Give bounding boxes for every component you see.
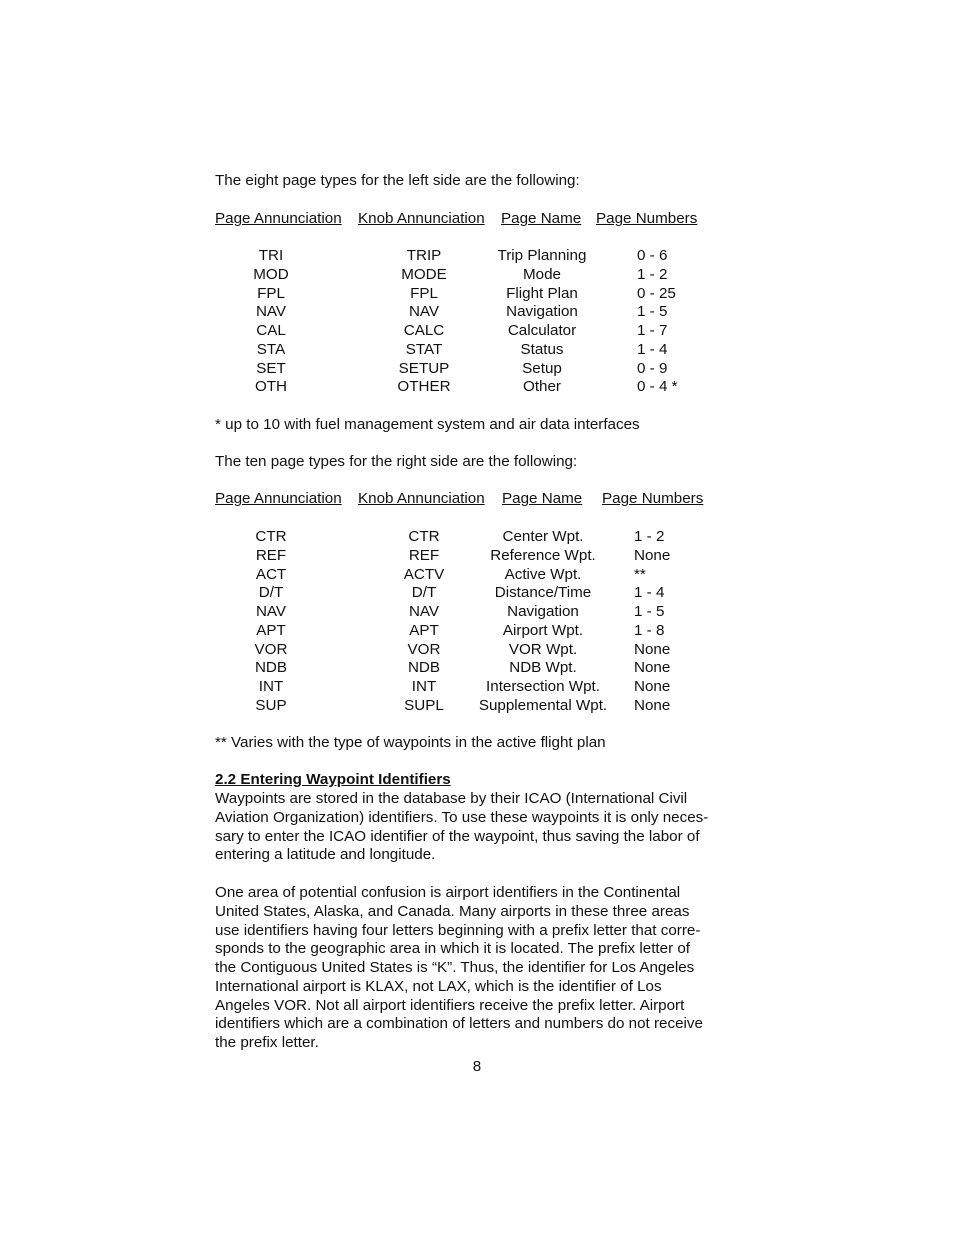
paragraph-line: use identifiers having four letters beginning with a prefix letter that corre-: [215, 921, 701, 939]
right-table-cell: APT: [409, 621, 439, 639]
right-table-cell: REF: [255, 546, 287, 564]
left-header-page-numbers: Page Numbers: [596, 210, 698, 227]
left-table-cell: NAV: [408, 303, 440, 321]
right-table-cell: INT: [258, 678, 284, 695]
section-heading: 2.2 Entering Waypoint Identifiers: [215, 771, 451, 788]
right-table-cell: APT: [256, 621, 286, 639]
right-table-cell: Navigation: [507, 603, 579, 620]
left-table-cell: MOD: [253, 265, 289, 283]
right-table-cell: 1 - 4: [634, 584, 665, 602]
right-table-cell: None: [634, 640, 671, 658]
right-table-cell: 1 - 8: [634, 621, 665, 639]
right-header-page-annunciation: Page Annunciation: [215, 490, 342, 507]
right-table-cell: NAV: [408, 603, 440, 620]
left-table-cell: 1 - 4: [637, 340, 668, 358]
right-table-cell: **: [634, 565, 646, 583]
right-table-cell: ACT: [255, 565, 287, 583]
right-table-cell: D/T: [411, 584, 437, 602]
left-table-cell: MODE: [401, 265, 447, 283]
right-header-knob-annunciation: Knob Annunciation: [358, 490, 485, 507]
right-table-cell: INT: [411, 678, 437, 695]
left-header-knob-annunciation: Knob Annunciation: [358, 210, 485, 227]
right-header-page-name: Page Name: [502, 490, 583, 507]
right-table-cell: NDB: [254, 659, 288, 677]
right-table-cell: None: [634, 678, 671, 695]
left-table-cell: OTHER: [397, 378, 451, 396]
left-table-cell: TRIP: [406, 247, 442, 264]
right-table-cell: Active Wpt.: [504, 565, 582, 583]
right-table-cell: SUP: [255, 696, 287, 714]
right-table-cell: None: [634, 696, 671, 714]
left-table-cell: STA: [256, 340, 286, 358]
left-table-cell: Navigation: [506, 303, 578, 321]
left-table-cell: 0 - 4 *: [637, 378, 678, 396]
right-table-cell: Reference Wpt.: [490, 546, 596, 564]
paragraph-line: Angeles VOR. Not all airport identifiers receive the prefix letter. Airport: [215, 996, 685, 1014]
right-table-cell: CTR: [408, 528, 440, 545]
page-number: 8: [472, 1058, 482, 1075]
left-table-cell: CALC: [403, 322, 445, 339]
left-table-cell: Calculator: [507, 322, 577, 339]
paragraph-line: One area of potential confusion is airport identifiers in the Continental: [215, 884, 681, 901]
right-table-cell: NAV: [255, 603, 287, 620]
paragraph-line: the prefix letter.: [215, 1034, 319, 1051]
right-table-cell: VOR Wpt.: [508, 640, 578, 658]
left-table-cell: FPL: [257, 284, 285, 302]
right-table-cell: ACTV: [403, 565, 445, 583]
left-header-page-annunciation: Page Annunciation: [215, 210, 342, 227]
right-table-cell: VOR: [254, 640, 288, 658]
right-table-cell: NDB Wpt.: [509, 659, 577, 677]
right-table-cell: Distance/Time: [494, 584, 592, 602]
left-table-cell: Setup: [522, 359, 562, 377]
right-table-cell: Airport Wpt.: [502, 621, 584, 639]
left-table-cell: NAV: [255, 303, 287, 321]
paragraph-airport-identifiers: [215, 884, 735, 1053]
left-table-cell: Mode: [523, 265, 561, 283]
paragraph-line: the Contiguous United States is “K”. Thus, the identifier for Los Angeles: [215, 959, 695, 976]
paragraph-line: sary to enter the ICAO identifier of the waypoint, thus saving the labor of: [215, 827, 700, 845]
paragraph-line: sponds to the geographic area in which it is located. The prefix letter of: [215, 940, 691, 958]
right-header-page-numbers: Page Numbers: [602, 490, 704, 507]
left-table-cell: Other: [523, 378, 561, 396]
left-table-cell: 1 - 2: [637, 265, 668, 283]
paragraph-line: identifiers which are a combination of letters and numbers do not receive: [215, 1015, 703, 1033]
paragraph-line: Waypoints are stored in the database by their ICAO (International Civil: [215, 790, 688, 807]
right-footnote: ** Varies with the type of waypoints in the active flight plan: [215, 734, 606, 751]
left-table-cell: OTH: [254, 378, 288, 396]
right-table-cell: None: [634, 546, 671, 564]
right-table-cell: REF: [408, 546, 440, 564]
left-table-cell: FPL: [410, 284, 438, 302]
right-table-cell: Intersection Wpt.: [486, 678, 600, 695]
paragraph-line: Aviation Organization) identifiers. To use these waypoints it is only neces-: [215, 808, 709, 826]
left-footnote: * up to 10 with fuel management system and air data interfaces: [215, 416, 640, 433]
right-table-cell: None: [634, 659, 671, 677]
right-table-cell: Supplemental Wpt.: [478, 696, 608, 714]
left-table-cell: 1 - 5: [637, 303, 668, 321]
right-table-cell: Center Wpt.: [502, 528, 584, 545]
paragraph-line: entering a latitude and longitude.: [215, 846, 436, 864]
right-table-cell: SUPL: [404, 696, 444, 714]
right-side-intro: The ten page types for the right side are the following:: [215, 453, 578, 470]
right-table-cell: 1 - 2: [634, 528, 665, 545]
paragraph-line: United States, Alaska, and Canada. Many airports in these three areas: [215, 902, 690, 920]
left-table-cell: 0 - 6: [637, 247, 668, 264]
left-table-cell: SETUP: [398, 359, 450, 377]
left-side-intro: The eight page types for the left side are the following:: [215, 172, 580, 189]
left-table-cell: 0 - 9: [637, 359, 668, 377]
left-table-cell: Status: [520, 340, 564, 358]
left-table-cell: SET: [256, 359, 286, 377]
paragraph-line: International airport is KLAX, not LAX, which is the identifier of Los: [215, 977, 662, 995]
right-table-cell: D/T: [258, 584, 284, 602]
left-table-cell: Trip Planning: [497, 247, 587, 264]
paragraph-icao: [215, 790, 735, 865]
left-table-cell: Flight Plan: [506, 284, 578, 302]
left-table-cell: 0 - 25: [637, 284, 676, 302]
left-table-cell: STAT: [405, 340, 443, 358]
right-table-cell: CTR: [255, 528, 287, 545]
left-header-page-name: Page Name: [501, 210, 582, 227]
right-table-cell: NDB: [407, 659, 441, 677]
left-table-cell: 1 - 7: [637, 322, 668, 339]
left-table-cell: TRI: [258, 247, 284, 264]
right-table-cell: VOR: [407, 640, 441, 658]
left-table-cell: CAL: [256, 322, 286, 339]
right-table-cell: 1 - 5: [634, 603, 665, 620]
